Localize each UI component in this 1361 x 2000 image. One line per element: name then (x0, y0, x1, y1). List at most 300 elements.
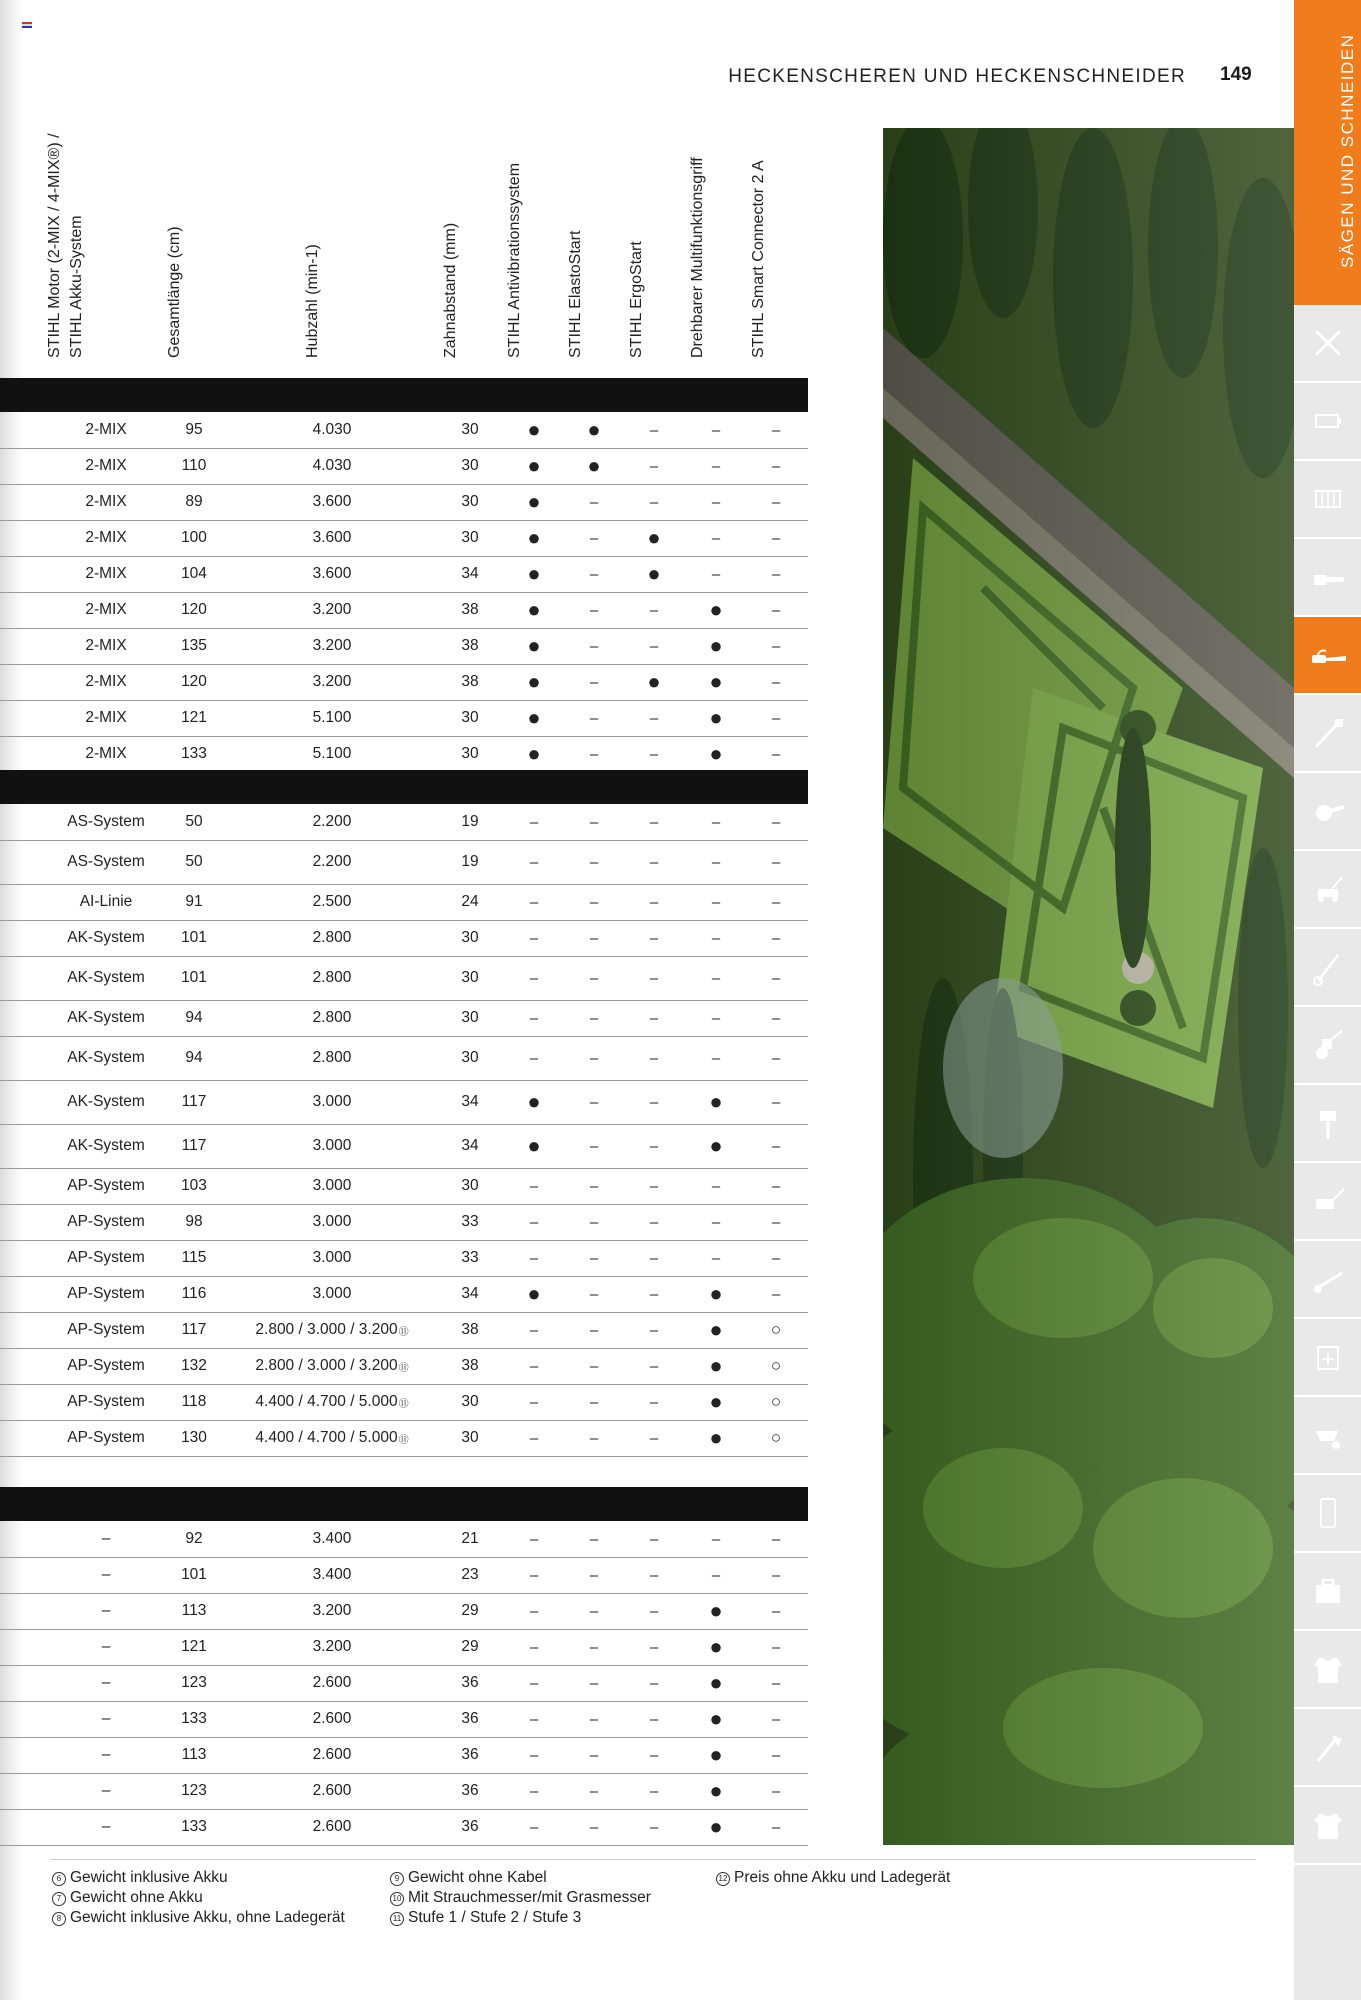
cell-tooth-spacing: 30 (461, 1009, 479, 1026)
sidebar-tab-tools[interactable] (1294, 305, 1361, 383)
cell-antivibration: – (529, 1710, 539, 1728)
table-row (0, 1312, 808, 1349)
garden-aerial-photo (883, 128, 1294, 1845)
sidebar-tab-chainsaw[interactable] (1294, 539, 1361, 617)
footnote-marker: ⑪ (398, 1434, 409, 1446)
cell-tooth-spacing: 30 (461, 493, 479, 510)
cell-elastostart: – (589, 493, 599, 511)
cell-total-length: 135 (181, 637, 207, 654)
cell-stroke-rate: 3.000 (312, 1177, 352, 1194)
cell-tooth-spacing: 19 (461, 853, 479, 870)
cell-motor-system: 2-MIX (85, 709, 127, 726)
cell-elastostart: – (589, 1093, 599, 1111)
cell-multifunction-handle: ● (709, 1670, 723, 1695)
cell-antivibration: – (529, 1357, 539, 1375)
cell-multifunction-handle: ● (709, 669, 723, 694)
sidebar-tab-axe[interactable] (1294, 1709, 1361, 1787)
cell-ergostart: – (649, 421, 659, 439)
cell-multifunction-handle: ● (709, 1778, 723, 1803)
cell-elastostart: – (589, 1137, 599, 1155)
cell-motor-system: AK-System (67, 929, 145, 946)
footnote-marker: ⑪ (398, 1398, 409, 1410)
cell-antivibration: ● (527, 453, 541, 478)
table-row (0, 1737, 808, 1774)
cell-total-length: 101 (181, 1566, 207, 1583)
cell-antivibration: ● (527, 489, 541, 514)
cell-stroke-rate: 2.600 (312, 1782, 352, 1799)
cell-multifunction-handle: ● (709, 1317, 723, 1342)
cell-elastostart: – (589, 1530, 599, 1548)
cell-stroke-rate: 3.200 (312, 673, 352, 690)
cell-multifunction-handle: ● (709, 1814, 723, 1839)
table-row (0, 920, 808, 957)
cell-multifunction-handle: – (711, 457, 721, 475)
footnote-text: Preis ohne Akku und Ladegerät (734, 1869, 951, 1886)
sidebar-tab-hedge-trimmer[interactable] (1294, 617, 1361, 695)
cell-antivibration: – (529, 929, 539, 947)
cell-stroke-rate: 2.800 (312, 929, 352, 946)
table-row (0, 1809, 808, 1846)
footnote-text: Gewicht ohne Akku (70, 1889, 203, 1906)
cell-elastostart: – (589, 1746, 599, 1764)
blower-icon (1308, 791, 1348, 831)
cell-smart-connector: – (771, 1746, 781, 1764)
cell-antivibration: – (529, 1009, 539, 1027)
cell-stroke-rate: 2.600 (312, 1746, 352, 1763)
table-row (0, 700, 808, 737)
cell-smart-connector: – (771, 1674, 781, 1692)
cell-total-length: 120 (181, 601, 207, 618)
cell-elastostart: – (589, 1285, 599, 1303)
cell-antivibration: – (529, 853, 539, 871)
cell-multifunction-handle: – (711, 1530, 721, 1548)
cell-tooth-spacing: 30 (461, 745, 479, 762)
cell-antivibration: – (529, 1782, 539, 1800)
cell-elastostart: – (589, 929, 599, 947)
sidebar-tab-shredder[interactable] (1294, 1319, 1361, 1397)
cell-tooth-spacing: 34 (461, 565, 479, 582)
cell-stroke-rate: 2.500 (312, 893, 352, 910)
cell-stroke-rate: 2.800 (312, 1009, 352, 1026)
table-row (0, 556, 808, 593)
footnote-text: Gewicht ohne Kabel (408, 1869, 547, 1886)
cell-smart-connector: – (771, 529, 781, 547)
cell-multifunction-handle: ● (709, 1598, 723, 1623)
cell-tooth-spacing: 19 (461, 813, 479, 830)
cell-elastostart: – (589, 745, 599, 763)
cell-multifunction-handle: ● (709, 1742, 723, 1767)
sidebar-tab-toolbox[interactable] (1294, 1553, 1361, 1631)
cell-ergostart: – (649, 1710, 659, 1728)
cell-smart-connector: – (771, 1285, 781, 1303)
cell-stroke-rate: 3.200 (312, 637, 352, 654)
table-row (0, 840, 808, 885)
table-row (0, 664, 808, 701)
cell-motor-system: AP-System (67, 1285, 145, 1302)
cell-multifunction-handle: ● (709, 1389, 723, 1414)
cell-antivibration: – (529, 1213, 539, 1231)
cell-elastostart: – (589, 1321, 599, 1339)
cell-total-length: 113 (181, 1602, 207, 1619)
cell-stroke-rate: 2.800 / 3.000 / 3.200 ⑪ (255, 1357, 409, 1374)
cell-ergostart: – (649, 1566, 659, 1584)
cell-motor-system: 2-MIX (85, 493, 127, 510)
cell-tooth-spacing: 36 (461, 1782, 479, 1799)
table-row (0, 956, 808, 1001)
cell-ergostart: – (649, 1321, 659, 1339)
footnote-text: Mit Strauchmesser/mit Grasmesser (408, 1889, 651, 1906)
sidebar-tab-tiller[interactable] (1294, 1007, 1361, 1085)
table-row (0, 1276, 808, 1313)
footnote-number: 11 (390, 1912, 404, 1926)
cell-multifunction-handle: – (711, 493, 721, 511)
table-row (0, 804, 808, 841)
cell-stroke-rate: 3.200 (312, 601, 352, 618)
sidebar-tab-sweeper[interactable] (1294, 1163, 1361, 1241)
cell-ergostart: – (649, 1093, 659, 1111)
cell-total-length: 94 (185, 1009, 203, 1026)
cell-motor-system: 2-MIX (85, 637, 127, 654)
cell-total-length: 89 (185, 493, 203, 510)
table-row (0, 448, 808, 485)
section-header-bar (0, 770, 808, 804)
cell-motor-system: 2-MIX (85, 601, 127, 618)
cell-motor-system: AP-System (67, 1177, 145, 1194)
cell-smart-connector: – (771, 929, 781, 947)
cell-total-length: 117 (181, 1093, 207, 1110)
table-row (0, 1036, 808, 1081)
cell-elastostart: – (589, 1566, 599, 1584)
cell-ergostart: – (649, 1285, 659, 1303)
footnotes-column-2 (390, 1868, 651, 1928)
cell-multifunction-handle: – (711, 1566, 721, 1584)
cell-elastostart: – (589, 969, 599, 987)
cell-total-length: 117 (181, 1321, 207, 1338)
cell-smart-connector: – (771, 745, 781, 763)
cell-stroke-rate: 3.000 (312, 1285, 352, 1302)
cell-stroke-rate: 3.600 (312, 493, 352, 510)
cell-motor-system: 2-MIX (85, 745, 127, 762)
cell-motor-system: – (101, 1782, 111, 1799)
footnote-marker: ⑪ (398, 1362, 409, 1374)
cell-antivibration: – (529, 813, 539, 831)
table-row (0, 1080, 808, 1125)
cell-tooth-spacing: 36 (461, 1710, 479, 1727)
cell-smart-connector: – (771, 1137, 781, 1155)
cell-total-length: 95 (185, 421, 203, 438)
cell-tooth-spacing: 36 (461, 1818, 479, 1835)
cell-tooth-spacing: 24 (461, 893, 479, 910)
pole-pruner-icon (1308, 713, 1348, 753)
cell-motor-system: 2-MIX (85, 421, 127, 438)
sidebar-tab-blower[interactable] (1294, 773, 1361, 851)
cell-motor-system: 2-MIX (85, 457, 127, 474)
cell-smart-connector: – (771, 1602, 781, 1620)
cell-elastostart: – (589, 853, 599, 871)
cell-total-length: 101 (181, 969, 207, 986)
cell-elastostart: – (589, 1213, 599, 1231)
cell-ergostart: – (649, 1177, 659, 1195)
cell-stroke-rate: 3.000 (312, 1137, 352, 1154)
cell-multifunction-handle: – (711, 529, 721, 547)
cell-smart-connector: – (771, 565, 781, 583)
cell-total-length: 91 (185, 893, 203, 910)
cell-antivibration: – (529, 969, 539, 987)
cell-antivibration: – (529, 1321, 539, 1339)
cell-antivibration: ● (527, 1281, 541, 1306)
footnote-number: 10 (390, 1892, 404, 1906)
cell-tooth-spacing: 38 (461, 673, 479, 690)
auger-icon (1308, 1103, 1348, 1143)
wheelbarrow-icon (1308, 1415, 1348, 1455)
cell-total-length: 117 (181, 1137, 207, 1154)
sidebar-tab-wheelbarrow[interactable] (1294, 1397, 1361, 1475)
table-row (0, 1701, 808, 1738)
cell-tooth-spacing: 30 (461, 1049, 479, 1066)
cell-stroke-rate: 3.600 (312, 565, 352, 582)
cell-antivibration: ● (527, 417, 541, 442)
cell-motor-system: 2-MIX (85, 529, 127, 546)
sidebar-tab-pressure-washer[interactable] (1294, 1241, 1361, 1319)
cell-antivibration: – (529, 1177, 539, 1195)
cell-smart-connector: ○ (770, 1428, 782, 1447)
cell-multifunction-handle: ● (709, 1089, 723, 1114)
cell-elastostart: – (589, 1177, 599, 1195)
sidebar-section-title[interactable]: SÄGEN UND SCHNEIDEN (1294, 0, 1361, 305)
cell-ergostart: – (649, 1602, 659, 1620)
language-flag-icon (22, 22, 32, 28)
sidebar-tab-battery-pack[interactable] (1294, 461, 1361, 539)
cell-stroke-rate: 2.600 (312, 1710, 352, 1727)
cell-antivibration: ● (527, 669, 541, 694)
cell-stroke-rate: 4.400 / 4.700 / 5.000 ⑪ (255, 1393, 409, 1410)
sidebar-tab-lawn-mower[interactable] (1294, 851, 1361, 929)
cell-ergostart: – (649, 709, 659, 727)
cell-stroke-rate: 2.800 / 3.000 / 3.200 ⑪ (255, 1321, 409, 1338)
cell-ergostart: – (649, 457, 659, 475)
cell-tooth-spacing: 30 (461, 1393, 479, 1410)
footnote-number: 8 (52, 1912, 66, 1926)
cell-motor-system: – (101, 1602, 111, 1619)
cell-elastostart: – (589, 1638, 599, 1656)
cell-smart-connector: – (771, 457, 781, 475)
chainsaw-icon (1308, 557, 1348, 597)
cell-tooth-spacing: 30 (461, 457, 479, 474)
cell-total-length: 120 (181, 673, 207, 690)
cell-total-length: 115 (181, 1249, 207, 1266)
cell-elastostart: – (589, 1357, 599, 1375)
cell-total-length: 118 (181, 1393, 207, 1410)
cell-antivibration: ● (527, 1133, 541, 1158)
cell-total-length: 113 (181, 1746, 207, 1763)
cell-ergostart: – (649, 1137, 659, 1155)
cell-motor-system: – (101, 1674, 111, 1691)
table-row (0, 412, 808, 449)
cell-motor-system: AK-System (67, 1093, 145, 1110)
cell-tooth-spacing: 33 (461, 1213, 479, 1230)
cell-tooth-spacing: 21 (461, 1530, 479, 1547)
cell-ergostart: – (649, 1049, 659, 1067)
cell-stroke-rate: 2.200 (312, 813, 352, 830)
footnote-number: 9 (390, 1872, 404, 1886)
section-header-bar (0, 1487, 808, 1521)
table-row (0, 1629, 808, 1666)
cell-elastostart: – (589, 1674, 599, 1692)
battery-pack-icon (1308, 479, 1348, 519)
cell-motor-system: – (101, 1638, 111, 1655)
cell-multifunction-handle: ● (709, 705, 723, 730)
sidebar-tab-brushcutter[interactable] (1294, 929, 1361, 1007)
cell-motor-system: AP-System (67, 1357, 145, 1374)
cell-ergostart: ● (647, 669, 661, 694)
cell-antivibration: – (529, 893, 539, 911)
cell-ergostart: – (649, 1429, 659, 1447)
footnote-number: 7 (52, 1892, 66, 1906)
footer-divider (50, 1859, 1256, 1860)
tiller-icon (1308, 1025, 1348, 1065)
cell-elastostart: – (589, 1429, 599, 1447)
cell-stroke-rate: 4.030 (312, 421, 352, 438)
cell-stroke-rate: 3.000 (312, 1213, 352, 1230)
cell-tooth-spacing: 36 (461, 1674, 479, 1691)
cell-stroke-rate: 2.800 (312, 1049, 352, 1066)
cell-motor-system: – (101, 1746, 111, 1763)
cell-smart-connector: – (771, 1566, 781, 1584)
cell-smart-connector: – (771, 421, 781, 439)
cell-tooth-spacing: 38 (461, 601, 479, 618)
battery-icon (1308, 401, 1348, 441)
table-row (0, 1168, 808, 1205)
cell-multifunction-handle: – (711, 1009, 721, 1027)
cell-elastostart: – (589, 529, 599, 547)
footnote (390, 1888, 651, 1908)
cell-multifunction-handle: – (711, 565, 721, 583)
cell-antivibration: – (529, 1249, 539, 1267)
cell-stroke-rate: 2.600 (312, 1818, 352, 1835)
cell-elastostart: – (589, 673, 599, 691)
cell-elastostart: – (589, 637, 599, 655)
cell-tooth-spacing: 29 (461, 1638, 479, 1655)
cell-motor-system: AS-System (67, 813, 145, 830)
section-header-bar (0, 378, 808, 412)
category-sidebar (1294, 0, 1361, 2000)
cell-elastostart: ● (587, 417, 601, 442)
cell-stroke-rate: 2.600 (312, 1674, 352, 1691)
cell-antivibration: ● (527, 561, 541, 586)
cell-smart-connector: – (771, 893, 781, 911)
cell-total-length: 50 (185, 853, 203, 870)
cell-ergostart: ● (647, 525, 661, 550)
cell-ergostart: – (649, 601, 659, 619)
cell-smart-connector: ○ (770, 1356, 782, 1375)
cell-antivibration: – (529, 1818, 539, 1836)
table-row (0, 884, 808, 921)
cell-ergostart: – (649, 1393, 659, 1411)
cell-smart-connector: – (771, 673, 781, 691)
sidebar-tab-jacket[interactable] (1294, 1631, 1361, 1709)
table-row (0, 592, 808, 629)
cell-antivibration: ● (527, 741, 541, 766)
cell-smart-connector: – (771, 1249, 781, 1267)
sidebar-tab-auger[interactable] (1294, 1085, 1361, 1163)
cell-antivibration: ● (527, 1089, 541, 1114)
cell-smart-connector: – (771, 853, 781, 871)
cell-tooth-spacing: 30 (461, 969, 479, 986)
table-row (0, 1521, 808, 1558)
cell-motor-system: – (101, 1710, 111, 1727)
cell-multifunction-handle: ● (709, 1281, 723, 1306)
cell-tooth-spacing: 38 (461, 1321, 479, 1338)
cell-smart-connector: – (771, 1530, 781, 1548)
sidebar-tab-shirt[interactable] (1294, 1787, 1361, 1865)
cell-smart-connector: – (771, 1818, 781, 1836)
cell-multifunction-handle: – (711, 813, 721, 831)
cell-multifunction-handle: ● (709, 741, 723, 766)
cell-stroke-rate: 3.400 (312, 1566, 352, 1583)
cell-smart-connector: – (771, 1638, 781, 1656)
cell-antivibration: – (529, 1530, 539, 1548)
axe-icon (1308, 1727, 1348, 1767)
sidebar-tab-smartphone[interactable] (1294, 1475, 1361, 1553)
cell-stroke-rate: 5.100 (312, 709, 352, 726)
cell-total-length: 104 (181, 565, 207, 582)
table-row (0, 1593, 808, 1630)
sidebar-tab-battery[interactable] (1294, 383, 1361, 461)
cell-multifunction-handle: – (711, 893, 721, 911)
cell-tooth-spacing: 34 (461, 1093, 479, 1110)
cell-elastostart: – (589, 1009, 599, 1027)
cell-motor-system: AP-System (67, 1393, 145, 1410)
cell-motor-system: – (101, 1818, 111, 1835)
cell-tooth-spacing: 38 (461, 1357, 479, 1374)
footnote-marker: ⑪ (398, 1326, 409, 1338)
shredder-icon (1308, 1337, 1348, 1377)
footnote-number: 6 (52, 1872, 66, 1886)
footnote-text: Gewicht inklusive Akku (70, 1869, 228, 1886)
cell-ergostart: – (649, 1213, 659, 1231)
cell-multifunction-handle: – (711, 1213, 721, 1231)
table-row (0, 484, 808, 521)
cell-total-length: 121 (181, 1638, 207, 1655)
sidebar-tab-pole-pruner[interactable] (1294, 695, 1361, 773)
cell-multifunction-handle: – (711, 1177, 721, 1195)
cell-ergostart: – (649, 893, 659, 911)
cell-elastostart: – (589, 1710, 599, 1728)
cell-elastostart: – (589, 1782, 599, 1800)
cell-smart-connector: – (771, 1710, 781, 1728)
cell-total-length: 121 (181, 709, 207, 726)
brushcutter-icon (1308, 947, 1348, 987)
cell-motor-system: 2-MIX (85, 673, 127, 690)
cell-motor-system: – (101, 1566, 111, 1583)
table-row (0, 628, 808, 665)
cell-antivibration: – (529, 1638, 539, 1656)
cell-antivibration: ● (527, 633, 541, 658)
cell-ergostart: – (649, 929, 659, 947)
table-row (0, 1420, 808, 1457)
table-row (0, 1384, 808, 1421)
table-row (0, 1240, 808, 1277)
cell-elastostart: – (589, 813, 599, 831)
footnote (52, 1908, 345, 1928)
cell-multifunction-handle: ● (709, 633, 723, 658)
cell-antivibration: – (529, 1049, 539, 1067)
cell-stroke-rate: 5.100 (312, 745, 352, 762)
table-row (0, 1000, 808, 1037)
cell-multifunction-handle: – (711, 969, 721, 987)
footnotes-column-3 (716, 1868, 950, 1888)
cell-smart-connector: – (771, 601, 781, 619)
